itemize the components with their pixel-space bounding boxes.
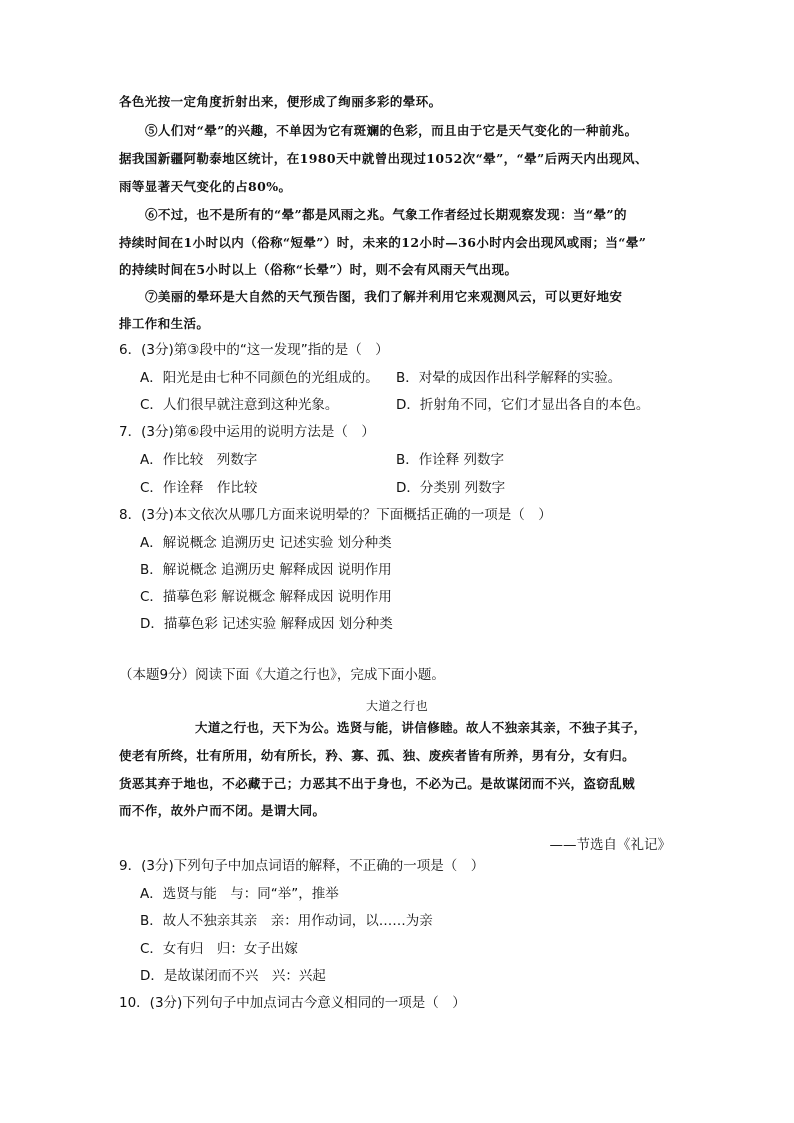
question-6-option-d[interactable]: D．折射角不同，它们才显出各自的本色。	[396, 397, 650, 413]
question-10-stem: 10．(3分)下列句子中加点词古今意义相同的一项是（ ）	[119, 995, 466, 1011]
question-7-stem: 7．(3分)第⑥段中运用的说明方法是（ ）	[119, 424, 375, 440]
question-9-option-a[interactable]: A．选贤与能 与：同“举”，推举	[140, 886, 339, 902]
passage-line-8: ⑦美丽的晕环是大自然的天气预告图，我们了解并利用它来观测风云，可以更好地安	[145, 289, 623, 304]
question-8-stem: 8．(3分)本文依次从哪几方面来说明晕的？下面概括正确的一项是（ ）	[119, 507, 552, 523]
question-6-option-c[interactable]: C．人们很早就注意到这种光象。	[140, 397, 339, 413]
question-8-option-a[interactable]: A．解说概念 追溯历史 记述实验 划分种类	[140, 535, 392, 551]
question-9-option-c[interactable]: C．女有归 归：女子出嫁	[140, 941, 298, 957]
passage-line-6: 持续时间在1小时以内（俗称“短晕”）时，未来的12小时—36小时内会出现风或雨；当“晕”	[119, 235, 647, 250]
question-7-option-b[interactable]: B．作诠释 列数字	[396, 452, 505, 468]
question-6-option-b[interactable]: B．对晕的成因作出科学解释的实验。	[396, 370, 622, 386]
section-intro: （本题9分）阅读下面《大道之行也》，完成下面小题。	[119, 667, 445, 683]
classical-line-1: 大道之行也，天下为公。选贤与能，讲信修睦。故人不独亲其亲，不独子其子，	[195, 720, 647, 735]
question-6-stem: 6．(3分)第③段中的“这一发现”指的是（ ）	[119, 342, 389, 358]
classical-line-2: 使老有所终，壮有所用，幼有所长，矜、寡、孤、独、废疾者皆有所养，男有分，女有归。	[119, 748, 636, 763]
question-8-option-c[interactable]: C．描摹色彩 解说概念 解释成因 说明作用	[140, 589, 392, 605]
passage-line-4: 雨等显著天气变化的占80%。	[119, 179, 292, 194]
passage-line-7: 的持续时间在5小时以上（俗称“长晕”）时，则不会有风雨天气出现。	[119, 262, 518, 277]
question-8-option-b[interactable]: B．解说概念 追溯历史 解释成因 说明作用	[140, 562, 392, 578]
classical-line-4: 而不作，故外户而不闭。是谓大同。	[119, 803, 326, 818]
question-9-option-b[interactable]: B．故人不独亲其亲 亲：用作动词，以……为亲	[140, 913, 433, 929]
question-7-option-a[interactable]: A．作比较 列数字	[140, 452, 258, 468]
question-9-stem: 9．(3分)下列句子中加点词语的解释，不正确的一项是（ ）	[119, 858, 485, 874]
passage-line-2: ⑤人们对“晕”的兴趣，不单因为它有斑斓的色彩，而且由于它是天气变化的一种前兆。	[145, 123, 638, 138]
passage-line-1: 各色光按一定角度折射出来，便形成了绚丽多彩的晕环。	[119, 94, 442, 109]
passage-line-5: ⑥不过，也不是所有的“晕”都是风雨之兆。气象工作者经过长期观察发现：当“晕”的	[145, 207, 627, 222]
text-source: ——节选自《礼记》	[549, 837, 671, 853]
classical-line-3: 货恶其弃于地也，不必藏于己；力恶其不出于身也，不必为己。是故谋闭而不兴，盗窃乱贼	[119, 776, 636, 791]
passage-line-3: 据我国新疆阿勒泰地区统计，在1980天中就曾出现过1052次“晕”，“晕”后两天内出现风、	[119, 151, 648, 166]
question-7-option-c[interactable]: C．作诠释 作比较	[140, 480, 258, 496]
text-title: 大道之行也	[365, 699, 428, 713]
question-7-option-d[interactable]: D．分类别 列数字	[396, 480, 506, 496]
question-8-option-d[interactable]: D．描摹色彩 记述实验 解释成因 划分种类	[140, 616, 393, 632]
passage-line-9: 排工作和生活。	[119, 316, 210, 331]
question-6-option-a[interactable]: A．阳光是由七种不同颜色的光组成的。	[140, 370, 379, 386]
question-9-option-d[interactable]: D．是故谋闭而不兴 兴：兴起	[140, 968, 326, 984]
